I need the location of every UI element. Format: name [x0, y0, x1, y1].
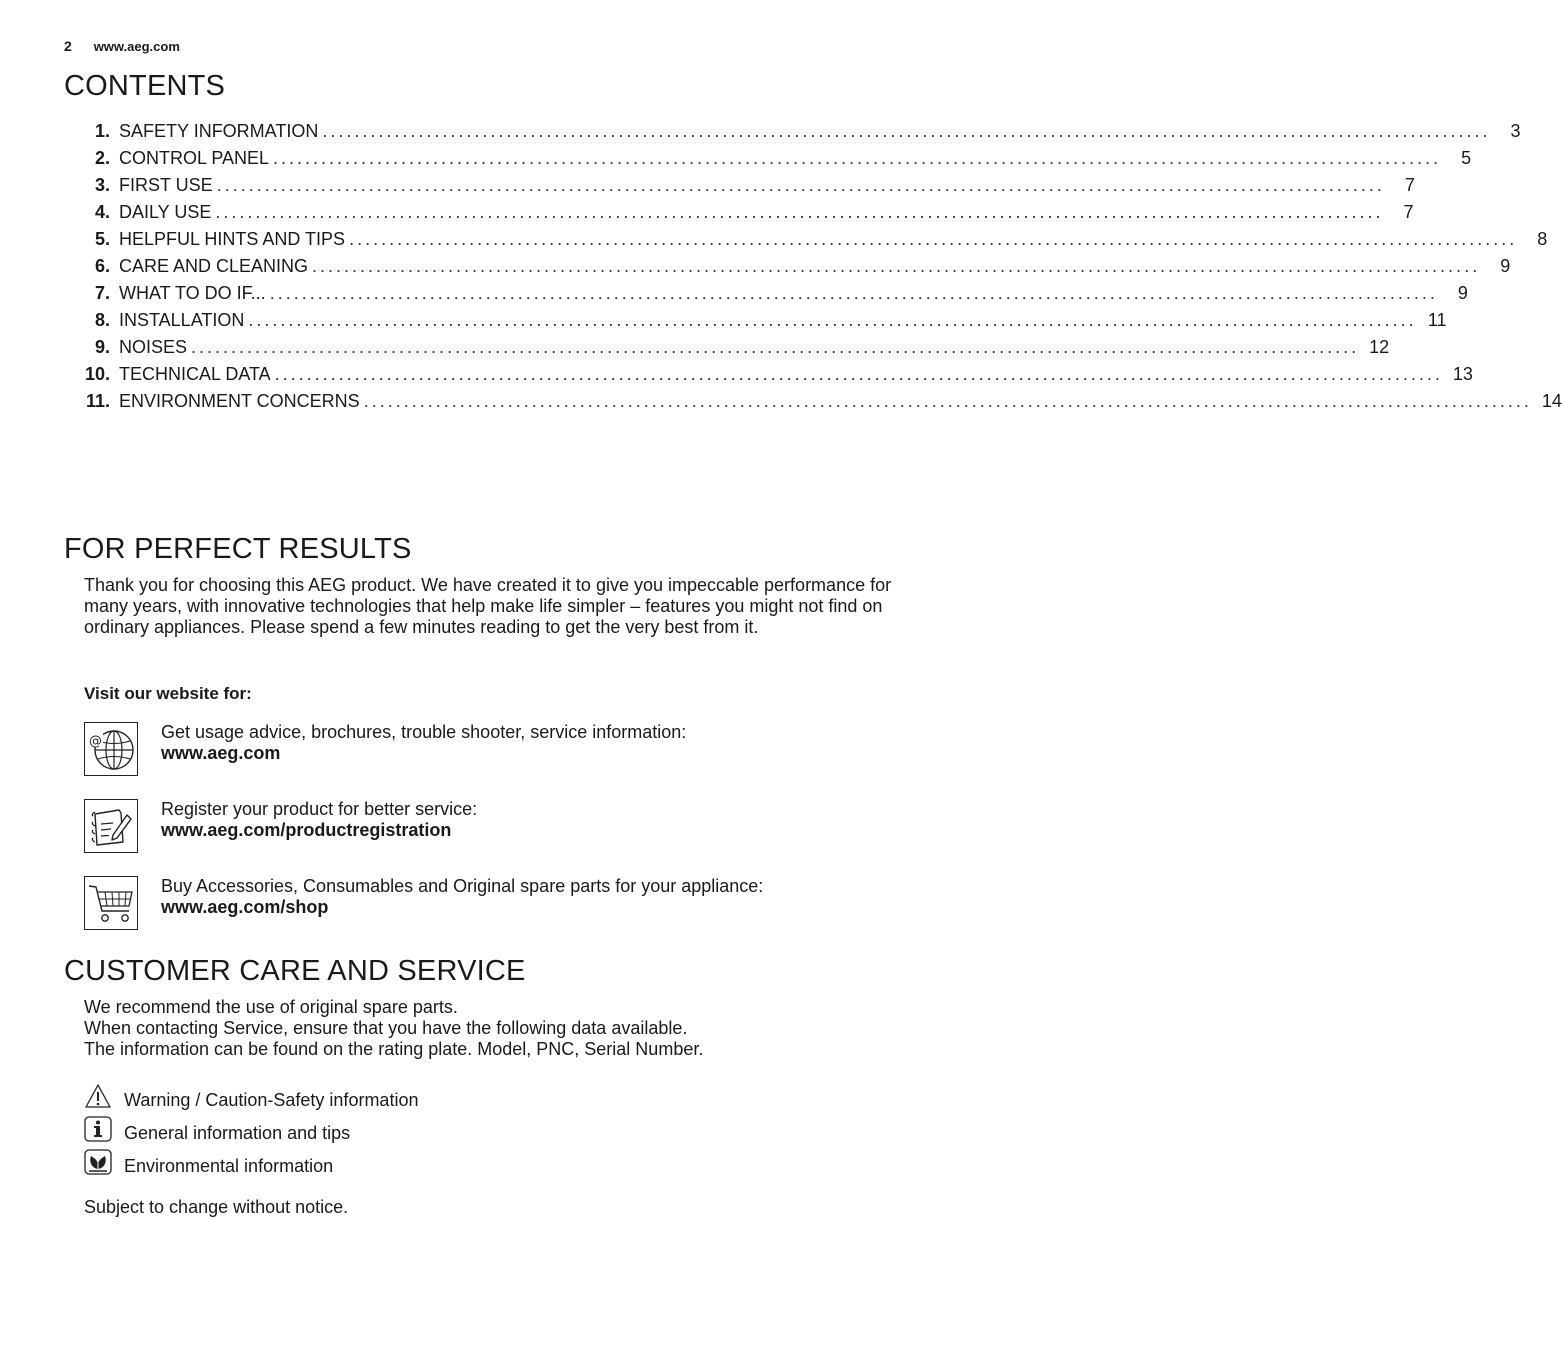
- service-text: Get usage advice, brochures, trouble shooter, service information:: [161, 722, 687, 742]
- toc-entry-page: 9: [1500, 256, 1511, 276]
- toc-entry-page: 11: [1427, 310, 1447, 330]
- toc-leader: ..................................................................................................................................................: [216, 175, 1385, 195]
- toc-entry-title: WHAT TO DO IF...: [119, 283, 266, 303]
- toc-entry-title: FIRST USE: [119, 175, 213, 195]
- product-registration-icon: [84, 799, 138, 853]
- legend-text: Environmental information: [124, 1156, 334, 1176]
- toc-entry[interactable]: 2. CONTROL PANEL .................................................................................................................................................. 5: [94, 148, 1472, 168]
- service-item-registration: [84, 799, 896, 855]
- contents-title: CONTENTS: [64, 70, 226, 102]
- toc-leader: ..................................................................................................................................................: [322, 121, 1491, 141]
- svg-text:@: @: [89, 734, 102, 749]
- toc-entry[interactable]: 1. SAFETY INFORMATION .................................................................................................................................................. 3: [94, 121, 1521, 141]
- toc-entry[interactable]: 3. FIRST USE .................................................................................................................................................. 7: [94, 175, 1415, 195]
- toc-leader: ..................................................................................................................................................: [349, 229, 1518, 249]
- toc-leader: ..................................................................................................................................................: [215, 202, 1384, 222]
- web-globe-icon: [84, 722, 138, 776]
- header-url[interactable]: www.aeg.com: [93, 39, 180, 54]
- table-of-contents: [80, 121, 1562, 418]
- toc-entry-title: DAILY USE: [119, 202, 212, 222]
- notice: Subject to change without notice.: [84, 1197, 349, 1217]
- toc-leader: ..................................................................................................................................................: [273, 148, 1442, 168]
- toc-entry-title: INSTALLATION: [119, 310, 245, 330]
- toc-entry-title: NOISES: [119, 337, 188, 357]
- page-number: 2: [64, 38, 72, 54]
- toc-entry[interactable]: 5. HELPFUL HINTS AND TIPS .................................................................................................................................................. 8: [94, 229, 1548, 249]
- toc-entry-page: 7: [1404, 175, 1415, 195]
- service-item-advice: [84, 722, 896, 778]
- service-link[interactable]: www.aeg.com/productregistration: [161, 820, 452, 840]
- toc-leader: ..................................................................................................................................................: [363, 391, 1532, 411]
- toc-entry-title: HELPFUL HINTS AND TIPS: [119, 229, 346, 249]
- customer-care-title: CUSTOMER CARE AND SERVICE: [64, 955, 526, 987]
- warning-triangle-icon: [84, 1083, 112, 1111]
- perfect-results-title: FOR PERFECT RESULTS: [64, 533, 412, 565]
- toc-leader: ..................................................................................................................................................: [312, 256, 1481, 276]
- intro-paragraph: Thank you for choosing this AEG product. We have created it to give you impeccable performance for many years, with innovative technologies that help make life simpler – features you might not find on ordinary appliances. Please spend a few minutes reading to get the very best from it.: [84, 575, 892, 637]
- legend-text: General information and tips: [124, 1123, 351, 1143]
- service-link[interactable]: www.aeg.com/shop: [161, 897, 329, 917]
- toc-entry-title: CARE AND CLEANING: [119, 256, 309, 276]
- toc-entry[interactable]: 6. CARE AND CLEANING .................................................................................................................................................. 9: [94, 256, 1511, 276]
- page-header: [64, 38, 180, 54]
- legend-warning: [84, 1083, 584, 1113]
- toc-entry-title: ENVIRONMENT CONCERNS: [119, 391, 360, 411]
- toc-entry-page: 7: [1403, 202, 1414, 222]
- toc-entry-page: 14: [1541, 391, 1562, 411]
- toc-entry-page: 13: [1452, 364, 1473, 384]
- toc-leader: ..................................................................................................................................................: [274, 364, 1443, 384]
- service-item-shop: [84, 876, 896, 932]
- toc-entry-page: 3: [1510, 121, 1521, 141]
- toc-leader: ..................................................................................................................................................: [191, 337, 1360, 357]
- toc-entry[interactable]: 10. TECHNICAL DATA .................................................................................................................................................. 13: [84, 364, 1473, 384]
- shopping-cart-icon: [84, 876, 138, 930]
- legend-info: [84, 1116, 584, 1146]
- service-link[interactable]: www.aeg.com: [161, 743, 281, 763]
- toc-entry[interactable]: 4. DAILY USE .................................................................................................................................................. 7: [94, 202, 1414, 222]
- toc-entry-title: CONTROL PANEL: [119, 148, 270, 168]
- service-text: Buy Accessories, Consumables and Original spare parts for your appliance:: [161, 876, 764, 896]
- visit-label: Visit our website for:: [84, 684, 252, 703]
- toc-entry-page: 8: [1537, 229, 1548, 249]
- toc-entry[interactable]: 8. INSTALLATION .................................................................................................................................................. 11: [94, 310, 1447, 330]
- legend-environment: [84, 1149, 584, 1179]
- care-paragraph: We recommend the use of original spare parts. When contacting Service, ensure that you have the following data available. The information can be found on the rating plate. Model, PNC, Serial Number.: [84, 997, 704, 1059]
- toc-entry[interactable]: 7. WHAT TO DO IF... .................................................................................................................................................. 9: [94, 283, 1468, 303]
- toc-entry[interactable]: 9. NOISES .................................................................................................................................................. 12: [94, 337, 1390, 357]
- legend-text: Warning / Caution-Safety information: [124, 1090, 419, 1110]
- toc-entry-title: SAFETY INFORMATION: [119, 121, 319, 141]
- toc-leader: ..................................................................................................................................................: [248, 310, 1417, 330]
- info-icon: [84, 1116, 112, 1144]
- toc-leader: ..................................................................................................................................................: [269, 283, 1438, 303]
- toc-entry-page: 12: [1369, 337, 1390, 357]
- service-text: Register your product for better service:: [161, 799, 478, 819]
- toc-entry-page: 9: [1457, 283, 1468, 303]
- toc-entry-title: TECHNICAL DATA: [119, 364, 271, 384]
- toc-entry-page: 5: [1461, 148, 1472, 168]
- environment-icon: [84, 1149, 112, 1177]
- toc-entry[interactable]: 11. ENVIRONMENT CONCERNS .................................................................................................................................................. 14: [85, 391, 1562, 411]
